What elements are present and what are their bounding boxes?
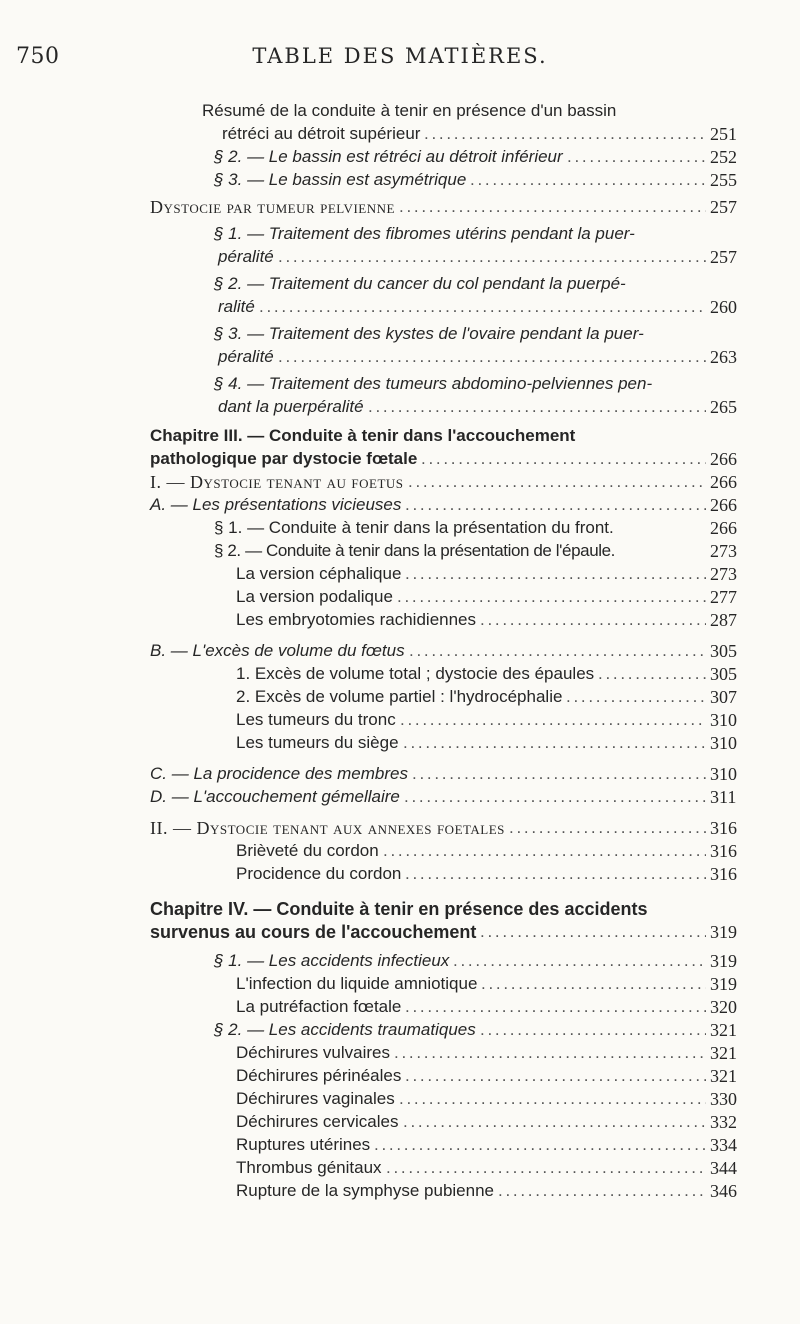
dot-leader [598,663,706,685]
page-ref: 330 [710,1089,737,1109]
page-ref: 255 [710,170,737,190]
page-ref: 316 [710,818,737,838]
page-ref: 311 [710,787,737,807]
entry-text: § 2. — Traitement du cancer du col pendant la puerpé- [214,274,626,293]
toc-entry [0,346,800,369]
toc-entry [0,1180,800,1203]
toc-entry [0,169,800,192]
dot-leader [405,563,706,585]
page-ref: 273 [710,541,737,561]
dot-leader [408,471,706,493]
toc-entry [0,586,800,609]
entry-text: A. — Les présentations vicieuses [150,495,402,514]
dot-leader [400,709,706,731]
page-ref: 316 [710,864,737,884]
toc-entry [0,296,800,319]
entry-text: péralité [218,347,274,366]
entry-text: Les tumeurs du tronc [236,710,396,729]
page-ref: 307 [710,687,737,707]
entry-text: § 4. — Traitement des tumeurs abdomino-pelviennes pen- [214,374,653,393]
toc-entry [0,1088,800,1111]
dot-leader [403,1111,706,1133]
dot-leader [399,196,706,218]
dot-leader [374,1134,706,1156]
entry-text: 1. Excès de volume total ; dystocie des épaules [236,664,595,683]
toc-entry [0,1042,800,1065]
entry-text: Les tumeurs du siège [236,733,399,752]
toc-entry [0,663,800,686]
page-ref: 257 [710,247,737,267]
page-ref: 334 [710,1135,737,1155]
toc-entry [0,732,800,755]
toc-entry [0,425,800,448]
page-ref: 310 [710,764,737,784]
page-ref: 319 [710,922,737,942]
dot-leader [405,863,706,885]
dot-leader [259,296,706,318]
toc-entry [0,1019,800,1042]
dot-leader [368,396,706,418]
entry-text: péralité [218,247,274,266]
dot-leader [394,1042,706,1064]
page-ref: 277 [710,587,737,607]
entry-text: La putréfaction fœtale [236,997,402,1016]
entry-text: C. — La procidence des membres [150,764,408,783]
dot-leader [405,996,706,1018]
dot-leader [567,146,706,168]
page-ref: 346 [710,1181,737,1201]
dot-leader [399,1088,706,1110]
entry-text: Thrombus génitaux [236,1158,382,1177]
page-ref: 316 [710,841,737,861]
entry-text: § 1. — Conduite à tenir dans la présentation du front. [214,518,614,537]
page-ref: 319 [710,974,737,994]
page-header [0,42,800,82]
toc-entry [0,100,800,123]
entry-text: La version podalique [236,587,393,606]
toc-entry [0,996,800,1019]
table-of-contents [0,100,800,1203]
entry-text: Ruptures utérines [236,1135,371,1154]
entry-text: Procidence du cordon [236,864,402,883]
page-ref: 344 [710,1158,737,1178]
dot-leader [453,950,706,972]
entry-text: rétréci au détroit supérieur [222,124,421,143]
toc-entry [0,146,800,169]
page-ref: 320 [710,997,737,1017]
toc-entry [0,786,800,809]
toc-entry [0,640,800,663]
entry-text: Chapitre IV. — Conduite à tenir en présence des accidents [150,899,648,919]
dot-leader [397,586,706,608]
toc-entry [0,709,800,732]
dot-leader [424,123,706,145]
dot-leader [566,686,706,708]
toc-entry [0,973,800,996]
entry-text: § 1. — Les accidents infectieux [214,951,450,970]
page-ref: 265 [710,397,737,417]
entry-text: I. — Dystocie tenant au foetus [150,472,404,492]
toc-entry [0,246,800,269]
dot-leader [480,921,706,943]
entry-text: survenus au cours de l'accouchement [150,922,477,942]
page-ref: 266 [710,472,737,492]
page-ref: 319 [710,951,737,971]
toc-entry [0,448,800,471]
page-ref: 260 [710,297,737,317]
page-ref: 321 [710,1020,737,1040]
page-number: 750 [16,44,60,69]
entry-text: § 2. — Le bassin est rétréci au détroit inférieur [214,147,563,166]
dot-leader [409,640,706,662]
entry-text: § 3. — Le bassin est asymétrique [214,170,467,189]
toc-entry [0,517,800,540]
page-ref: 332 [710,1112,737,1132]
entry-text: L'infection du liquide amniotique [236,974,478,993]
dot-leader [481,973,706,995]
toc-entry [0,863,800,886]
entry-text: D. — L'accouchement gémellaire [150,787,400,806]
dot-leader [480,1019,706,1041]
page-ref: 305 [710,641,737,661]
entry-text: § 2. — Les accidents traumatiques [214,1020,476,1039]
dot-leader [404,786,706,808]
toc-entry [0,1157,800,1180]
dot-leader [470,169,706,191]
page-ref: 305 [710,664,737,684]
dot-leader [383,840,706,862]
dot-leader [412,763,706,785]
entry-text: ralité [218,297,255,316]
toc-entry [0,196,800,219]
dot-leader [403,732,706,754]
page-ref: 251 [710,124,737,144]
entry-text: 2. Excès de volume partiel : l'hydrocéphalie [236,687,563,706]
toc-entry [0,763,800,786]
entry-text: II. — Dystocie tenant aux annexes foetales [150,818,505,838]
dot-leader [509,817,706,839]
running-title: TABLE DES MATIÈRES. [252,44,548,68]
dot-leader [498,1180,706,1202]
dot-leader [405,1065,706,1087]
toc-entry [0,273,800,296]
toc-entry [0,323,800,346]
dot-leader [405,494,706,516]
toc-entry [0,686,800,709]
entry-text: Les embryotomies rachidiennes [236,610,477,629]
page-ref: 266 [710,449,737,469]
entry-text: Rupture de la symphyse pubienne [236,1181,494,1200]
toc-entry [0,396,800,419]
page-ref: 263 [710,347,737,367]
dot-leader [480,609,706,631]
entry-text: Résumé de la conduite à tenir en présence d'un bassin [202,101,617,120]
entry-text: La version céphalique [236,564,402,583]
page-ref: 321 [710,1066,737,1086]
page-ref: 273 [710,564,737,584]
toc-entry [0,373,800,396]
entry-text: § 2. — Conduite à tenir dans la présentation de l'épaule. [214,541,616,560]
entry-text: B. — L'excès de volume du fœtus [150,641,405,660]
toc-entry [0,540,800,563]
page-ref: 257 [710,197,737,217]
entry-text: dant la puerpéralité [218,397,364,416]
entry-text: Déchirures cervicales [236,1112,399,1131]
dot-leader [421,448,706,470]
toc-entry [0,223,800,246]
entry-text: § 3. — Traitement des kystes de l'ovaire pendant la puer- [214,324,644,343]
page-ref: 310 [710,733,737,753]
entry-text: Dystocie par tumeur pelvienne [150,197,395,217]
page-ref: 266 [710,495,737,515]
toc-entry [0,1111,800,1134]
toc-entry [0,840,800,863]
dot-leader [386,1157,706,1179]
toc-entry [0,817,800,840]
page-ref: 266 [710,518,737,538]
toc-entry [0,609,800,632]
toc-entry [0,1065,800,1088]
toc-entry [0,898,800,921]
entry-text: § 1. — Traitement des fibromes utérins pendant la puer- [214,224,635,243]
entry-text: pathologique par dystocie fœtale [150,449,418,468]
page-ref: 321 [710,1043,737,1063]
entry-text: Déchirures vulvaires [236,1043,390,1062]
page-ref: 252 [710,147,737,167]
page-ref: 310 [710,710,737,730]
dot-leader [278,346,706,368]
entry-text: Déchirures périnéales [236,1066,402,1085]
toc-entry [0,563,800,586]
entry-text: Déchirures vaginales [236,1089,395,1108]
toc-entry [0,950,800,973]
toc-entry [0,471,800,494]
dot-leader [278,246,706,268]
page-ref: 287 [710,610,737,630]
entry-text: Chapitre III. — Conduite à tenir dans l'accouchement [150,426,576,445]
toc-entry [0,921,800,944]
entry-text: Brièveté du cordon [236,841,379,860]
toc-entry [0,494,800,517]
toc-entry [0,123,800,146]
toc-entry [0,1134,800,1157]
